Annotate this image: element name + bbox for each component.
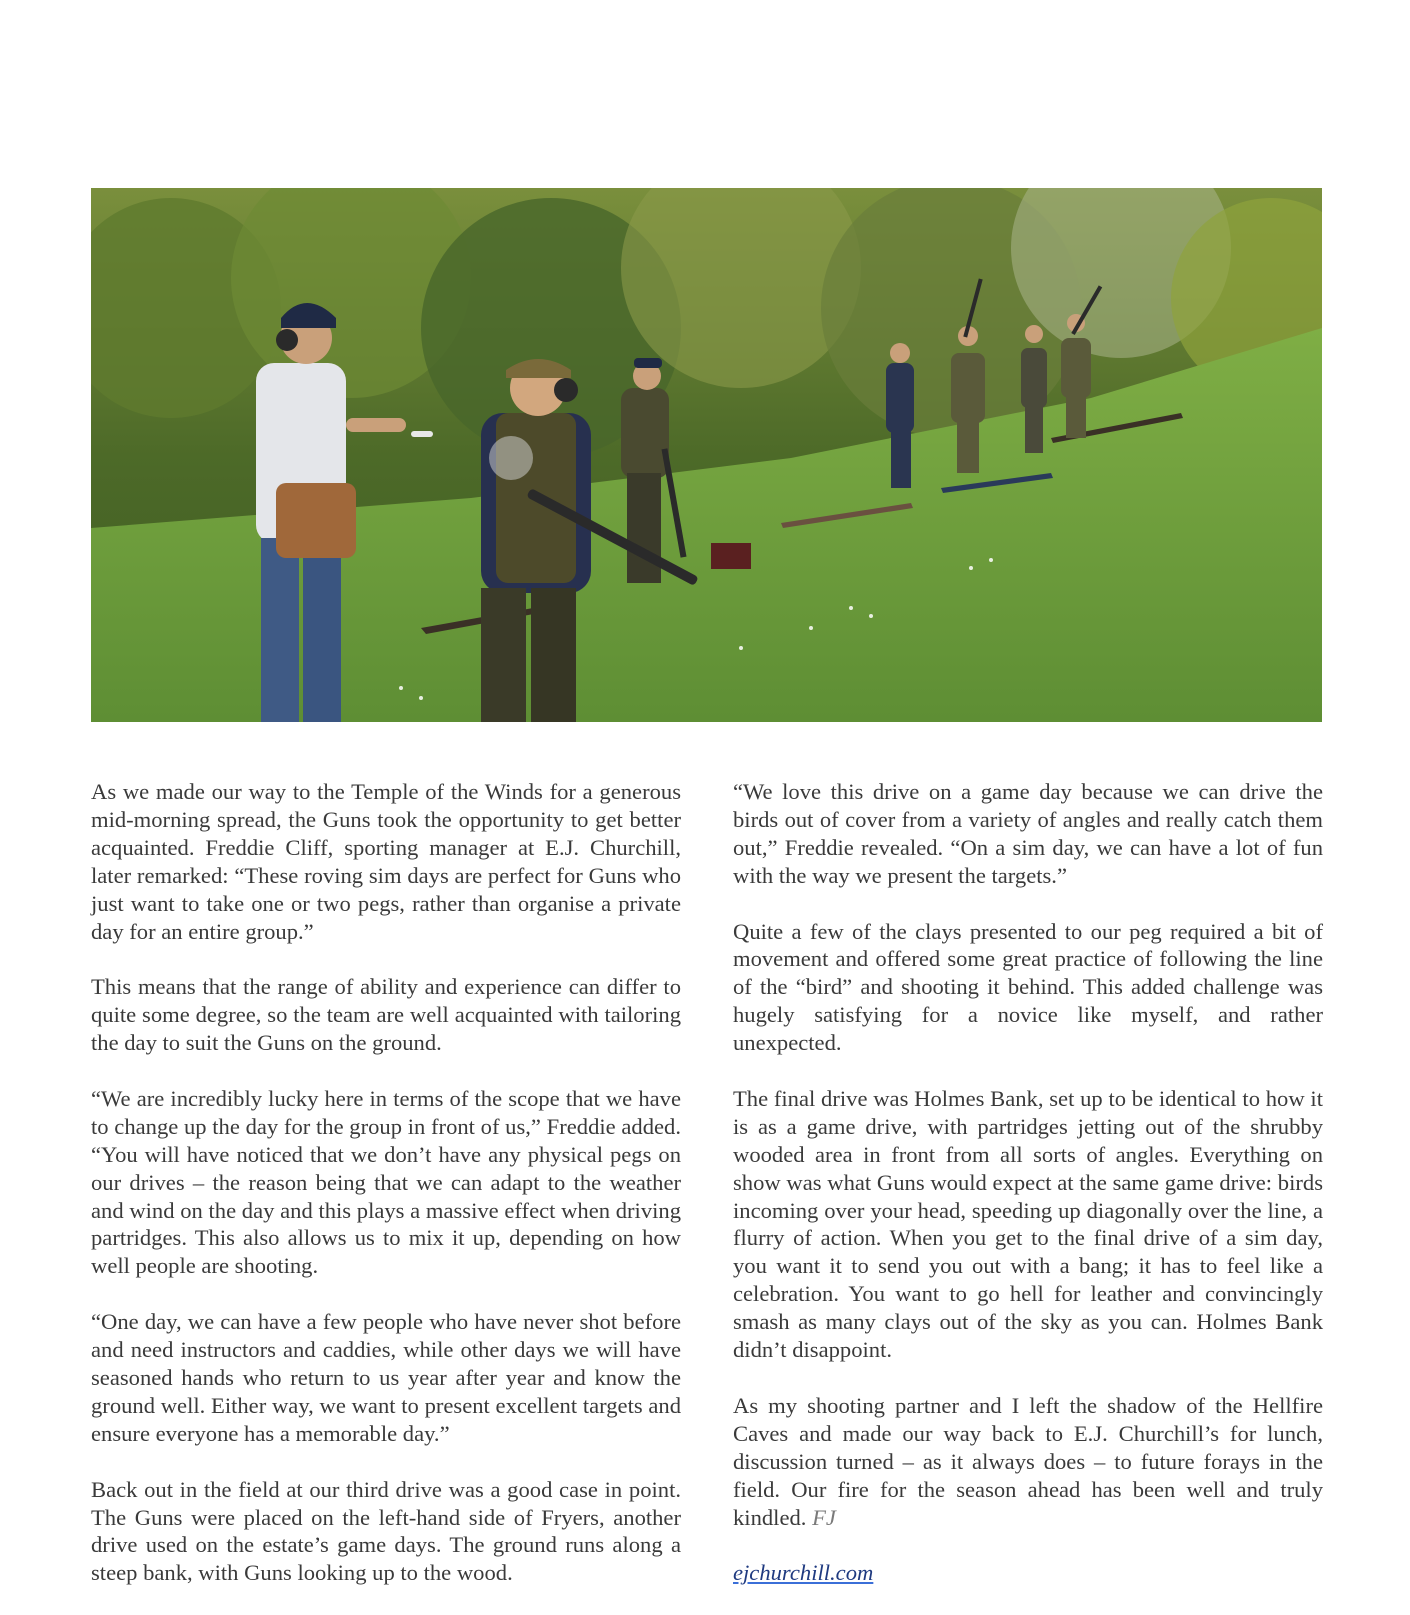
article-photo — [91, 188, 1322, 722]
author-signoff: FJ — [812, 1504, 836, 1530]
shooting-scene-image — [91, 188, 1322, 722]
link-paragraph — [733, 1559, 1323, 1587]
paragraph: “We love this drive on a game day because we can drive the birds out of cover from a variety of angles and really catch them out,” Freddie revealed. “On a sim day, we can have a lot of fun with the way we present the targets.” — [733, 779, 1323, 888]
paragraph: “We are incredibly lucky here in terms of the scope that we have to change up the day for the group in front of us,” Freddie added. “You will have noticed that we don’t have any physical pegs on our drives – the reason being that we can adapt to the weather and wind on the day and this plays a massive effect when driving partridges. This also allows us to mix it up, depending on how well people are shooting. — [91, 1085, 681, 1279]
paragraph: Back out in the field at our third drive was a good case in point. The Guns were placed on the left-hand side of Fryers, another drive used on the estate’s game days. The ground runs along a steep bank, with Guns looking up to the wood. — [91, 1476, 681, 1586]
paragraph: Quite a few of the clays presented to our peg required a bit of movement and offered some great practice of following the line of the “bird” and shooting it behind. This added challenge was hugely satisfying for a novice like myself, and rather unexpected. — [733, 918, 1323, 1056]
website-link[interactable]: ejchurchill.com — [733, 1560, 874, 1586]
paragraph: “One day, we can have a few people who have never shot before and need instructors and caddies, while other days we will have seasoned hands who return to us year after year and know the ground well. Either way, we want to present excellent targets and ensure everyone has a memorable day.” — [91, 1309, 681, 1446]
article-column-right — [733, 778, 1323, 1615]
closing-paragraph — [733, 1392, 1323, 1532]
paragraph: The final drive was Holmes Bank, set up to be identical to how it is as a game drive, with partridges jetting out of the shrubby wooded area in front from all sorts of angles. Everything on show was what Guns would expect at the same game drive: birds incoming over your head, speeding up diagonally over the line, a flurry of action. When you get to the final drive of a sim day, you want it to send you out with a bang; it has to feel like a celebration. You want to go hell for leather and convincingly smash as many clays out of the sky as you can. Holmes Bank didn’t disappoint. — [733, 1085, 1323, 1363]
paragraph: As we made our way to the Temple of the Winds for a generous mid-morning spread, the Guns took the opportunity to get better acquainted. Freddie Cliff, sporting manager at E.J. Churchill, later remarked: “These roving sim days are perfect for Guns who just want to take one or two pegs, rather than organise a private day for an entire group.” — [91, 779, 681, 944]
closing-text: As my shooting partner and I left the shadow of the Hellfire Caves and made our way back to E.J. Churchill’s for lunch, discussion turned – as it always does – to future forays in the field. Our fire for the season ahead has been well and truly kindled. — [733, 1392, 1323, 1530]
article-column-left — [91, 778, 681, 1615]
paragraph: This means that the range of ability and experience can differ to quite some degree, so the team are well acquainted with tailoring the day to suit the Guns on the ground. — [91, 974, 681, 1056]
